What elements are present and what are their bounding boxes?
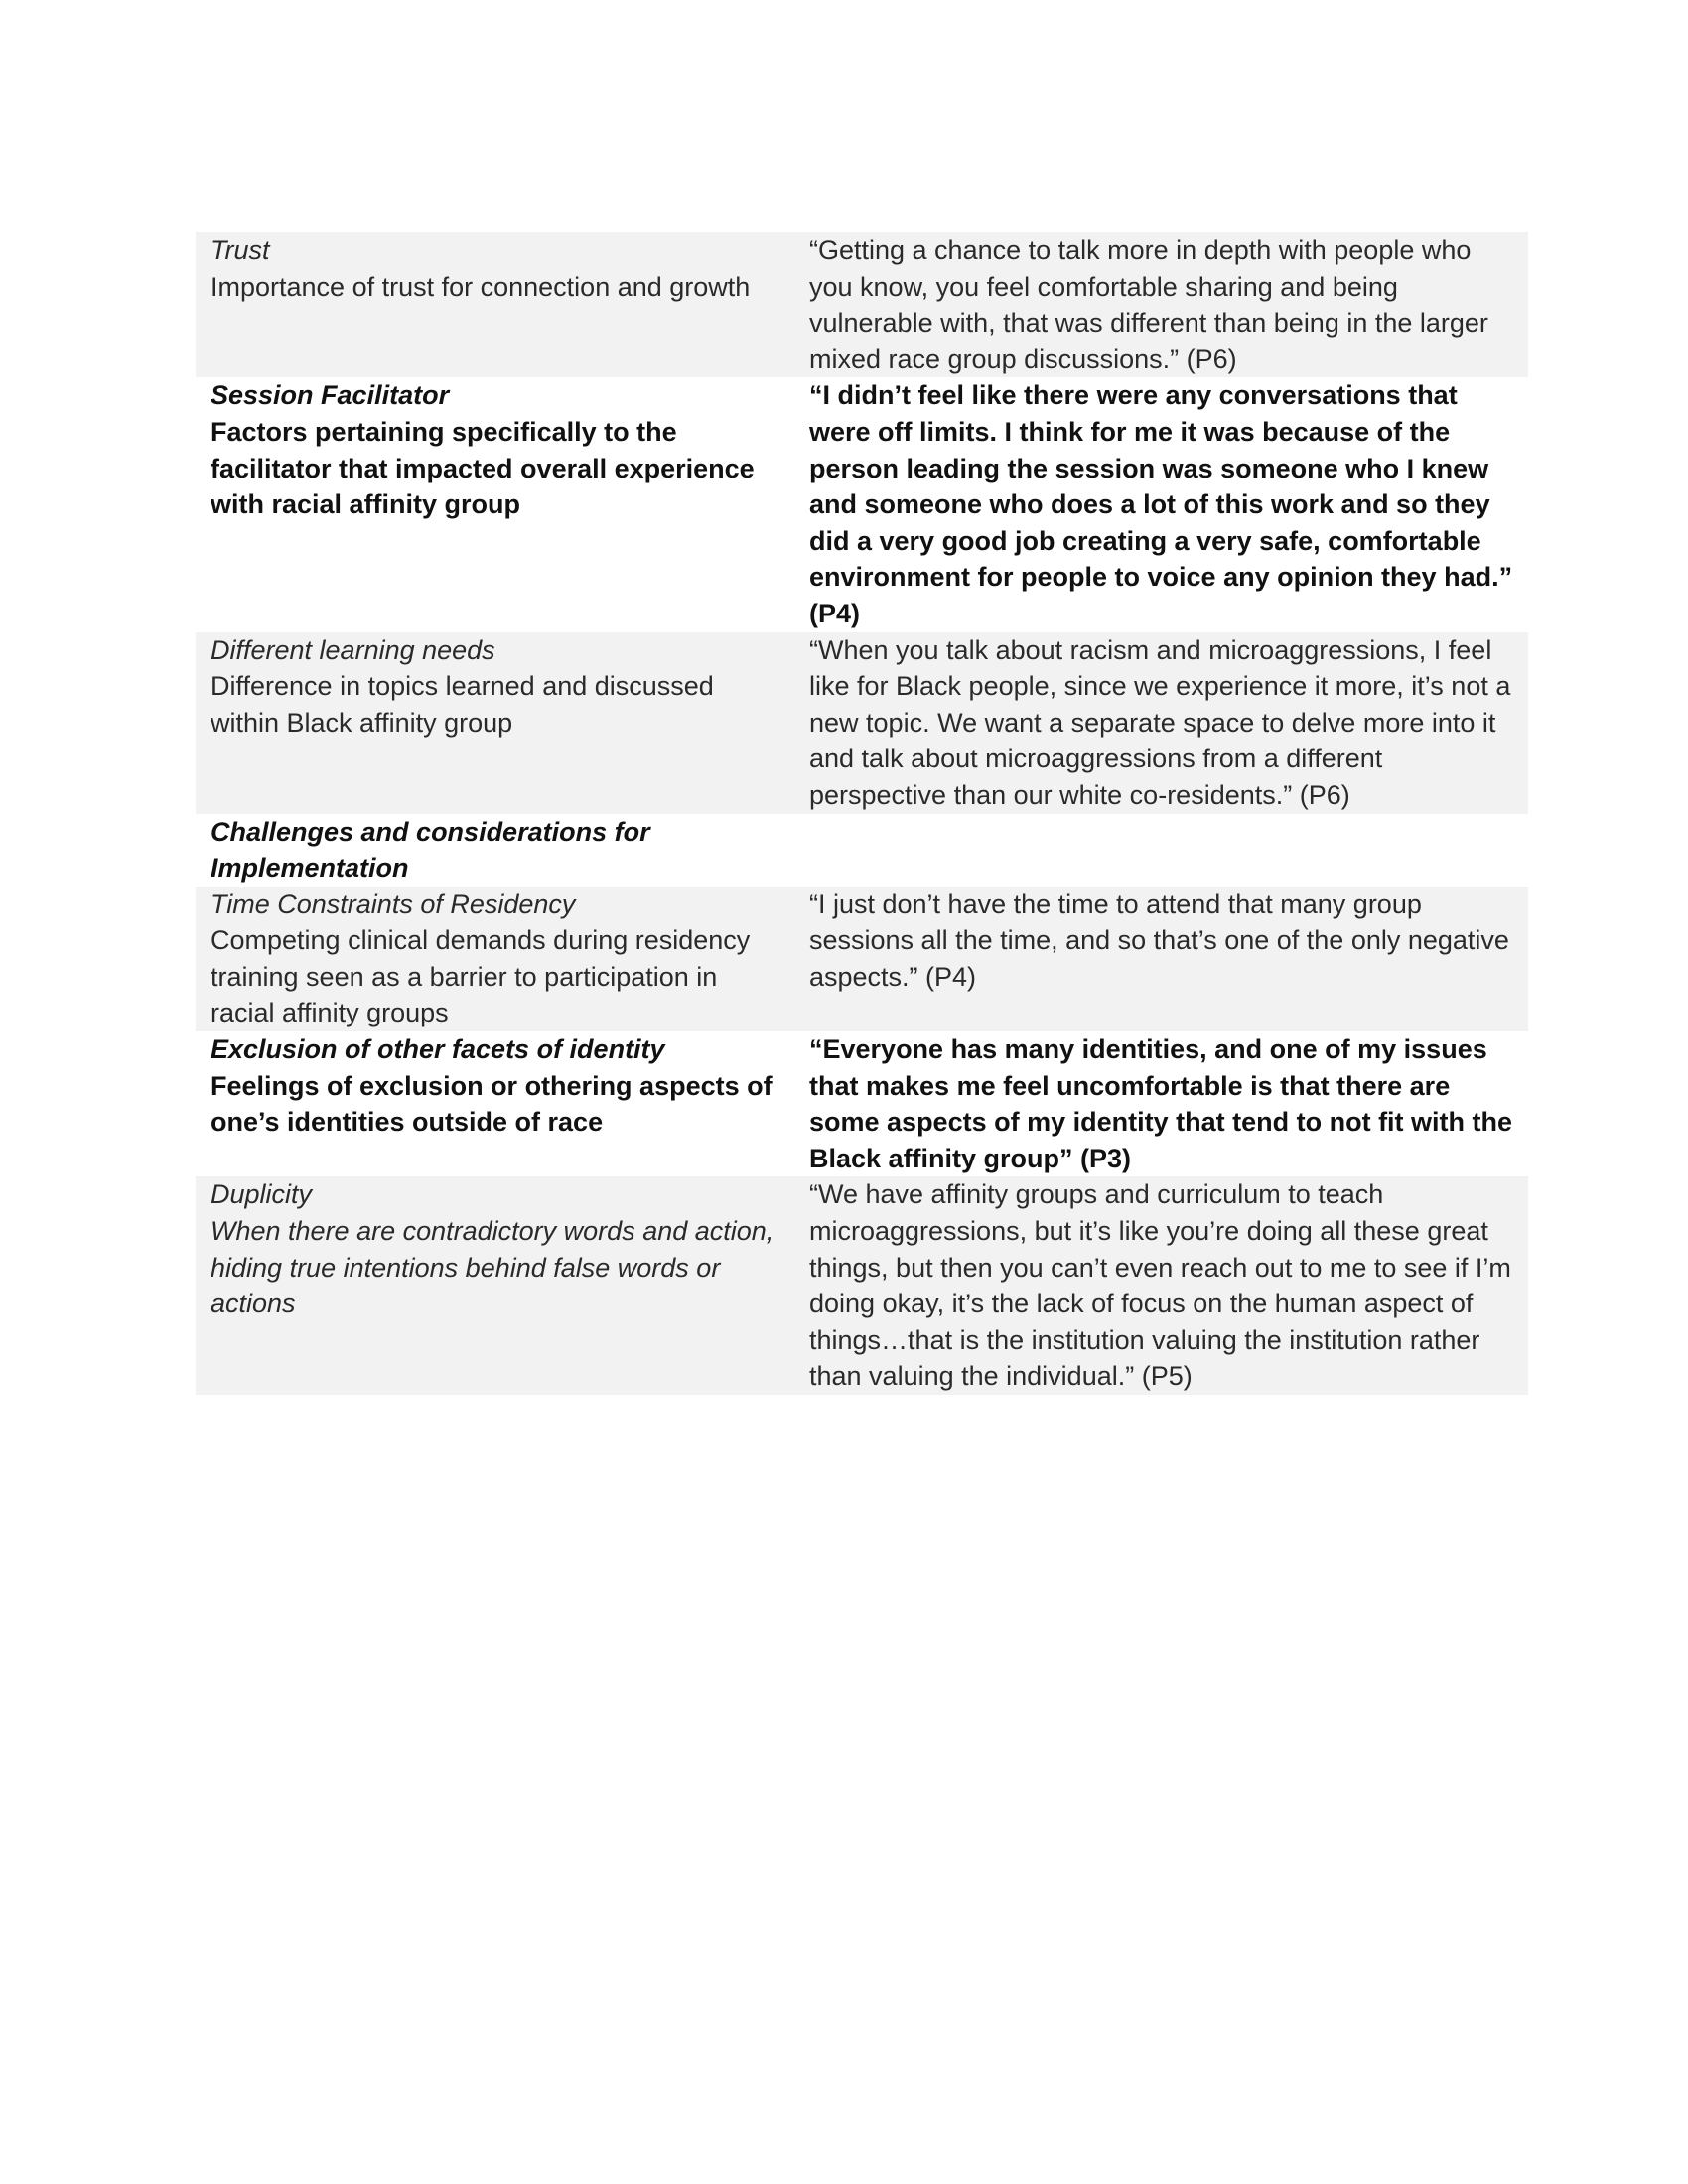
table-row [196, 632, 1528, 814]
theme-label: Trust [211, 235, 270, 265]
theme-description: Competing clinical demands during residency training seen as a barrier to participation in racial affinity groups [211, 925, 751, 1028]
quote-cell [794, 632, 1528, 814]
participant-quote: “I didn’t feel like there were any conversations that were off limits. I think for me it was because of the person leading the session was someone who I knew and someone who does a lot of this work and so they did a very good job creating a very safe, comfortable environment for people to voice any opinion they had.” (P4) [809, 380, 1513, 628]
theme-description: Difference in topics learned and discussed within Black affinity group [211, 671, 714, 738]
theme-description: Importance of trust for connection and growth [211, 271, 751, 302]
theme-cell [196, 1031, 794, 1176]
section-heading-cell [196, 814, 794, 887]
participant-quote: “I just don’t have the time to attend that many group sessions all the time, and so that’s one of the only negative aspects.” (P4) [809, 888, 1509, 992]
themes-table [196, 232, 1528, 1395]
theme-cell [196, 632, 794, 814]
table-row [196, 1031, 1528, 1176]
theme-description: Factors pertaining specifically to the facilitator that impacted overall experience with racial affinity group [211, 416, 755, 520]
theme-cell [196, 1176, 794, 1395]
theme-label: Different learning needs [211, 634, 495, 665]
section-heading-row [196, 814, 1528, 887]
quote-cell [794, 377, 1528, 631]
theme-description: When there are contradictory words and action, hiding true intentions behind false words or actions [211, 1216, 774, 1319]
quote-cell [794, 887, 1528, 1031]
theme-cell [196, 232, 794, 377]
theme-label: Duplicity [211, 1179, 313, 1210]
table-row [196, 887, 1528, 1031]
theme-cell [196, 887, 794, 1031]
table-row [196, 377, 1528, 631]
participant-quote: “When you talk about racism and microaggressions, I feel like for Black people, since we experience it more, it’s not a new topic. We want a separate space to delve more into it and talk about microaggressions from a different perspective than our white co-residents.” (P6) [809, 634, 1511, 810]
participant-quote: “We have affinity groups and curriculum to teach microaggressions, but it’s like you’re doing all these great things, but then you can’t even reach out to me to see if I’m doing okay, it’s the lack of focus on the human aspect of things…that is the institution valuing the institution rather than valuing the individual.” (P5) [809, 1179, 1511, 1392]
quote-cell [794, 1031, 1528, 1176]
theme-description: Feelings of exclusion or othering aspects of one’s identities outside of race [211, 1070, 773, 1138]
section-heading: Challenges and considerations for Implementation [211, 816, 650, 884]
theme-label: Exclusion of other facets of identity [211, 1034, 665, 1065]
theme-cell [196, 377, 794, 631]
table-row [196, 1176, 1528, 1395]
theme-label: Session Facilitator [211, 380, 450, 411]
participant-quote: “Getting a chance to talk more in depth with people who you know, you feel comfortable sharing and being vulnerable with, that was different than being in the larger mixed race group discussions.” (P6) [809, 235, 1488, 374]
quote-cell [794, 232, 1528, 377]
empty-cell [794, 814, 1528, 887]
theme-label: Time Constraints of Residency [211, 888, 576, 919]
participant-quote: “Everyone has many identities, and one of my issues that makes me feel uncomfortable is that there are some aspects of my identity that tend to not fit with the Black affinity group” (P3) [809, 1034, 1513, 1173]
quote-cell [794, 1176, 1528, 1395]
table-row [196, 232, 1528, 377]
